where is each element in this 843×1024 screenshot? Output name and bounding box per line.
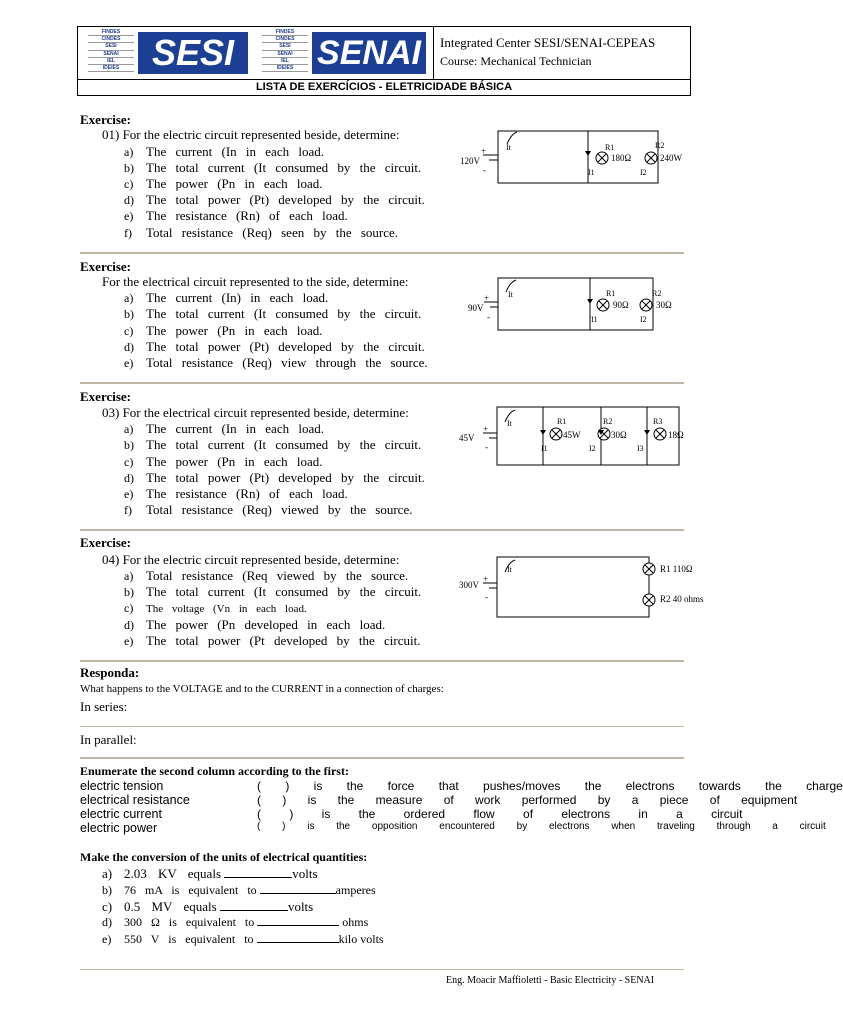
- item-text: The resistance (Rn) of each load.: [146, 208, 348, 223]
- conversion-unit: volts: [292, 866, 318, 881]
- conversion-unit: ohms: [342, 915, 369, 929]
- divider: [80, 969, 684, 970]
- item-letter: d): [124, 618, 134, 632]
- i2-label: I2: [640, 315, 647, 324]
- r3-value: 18Ω: [668, 430, 684, 440]
- answer-blank[interactable]: [224, 867, 292, 878]
- document-title: LISTA DE EXERCÍCIOS - ELETRICIDADE BÁSICA: [78, 79, 690, 95]
- list-entry: SENAI: [262, 51, 308, 58]
- item-letter: d): [124, 193, 134, 207]
- i1-label: I1: [588, 168, 595, 177]
- r2-label: R2: [603, 417, 613, 426]
- item-letter: b): [124, 307, 134, 321]
- r3-label: R3: [653, 417, 663, 426]
- divider: [80, 252, 684, 254]
- r2-label: R2 40 ohms: [660, 594, 704, 604]
- exercise-item: [124, 454, 323, 470]
- senai-logo: SENAI: [312, 32, 426, 74]
- exercise-item: [124, 339, 425, 355]
- exercise-item: [124, 355, 428, 371]
- exercise-item: [124, 144, 324, 160]
- exercise-item: [124, 470, 425, 486]
- exercise-item: [124, 601, 307, 616]
- divider: [80, 726, 684, 727]
- item-text: The current (In) in each load.: [146, 290, 329, 305]
- conversion-text: 300 Ω is equivalent to: [124, 915, 255, 929]
- exercise-2-question: For the electrical circuit represented to the side, determine:: [102, 274, 409, 289]
- item-letter: e): [124, 209, 134, 223]
- list-entry: SENAI: [88, 51, 134, 58]
- item-text: Total resistance (Req viewed by the source.: [146, 568, 409, 583]
- r2-value: 240W: [660, 153, 682, 163]
- i2-label: I2: [640, 168, 647, 177]
- r1-label: R1: [557, 417, 567, 426]
- item-text: The power (Pn in each load.: [146, 323, 323, 338]
- divider: [80, 382, 684, 384]
- list-entry: SESI: [262, 43, 308, 50]
- r1-value: 90Ω: [613, 300, 629, 310]
- answer-blank[interactable]: [220, 900, 288, 911]
- item-letter: f): [124, 226, 132, 240]
- total-current-label: It: [508, 290, 513, 299]
- header-info: [434, 27, 690, 79]
- item-text: Total resistance (Req) seen by the source.: [146, 225, 399, 240]
- institution-list-left: [88, 29, 134, 72]
- exercise-item: [124, 306, 421, 322]
- r2-label: R2: [652, 289, 662, 298]
- item-text: The total power (Pt developed by the circuit.: [146, 633, 421, 648]
- item-letter: e): [102, 932, 112, 946]
- enumerate-title: Enumerate the second column according to the first:: [80, 764, 349, 778]
- list-entry: IDEIES: [262, 65, 308, 72]
- source-voltage: 45V: [459, 433, 475, 443]
- r1-label: R1: [606, 289, 616, 298]
- r2-value: 30Ω: [611, 430, 627, 440]
- i3-label: I3: [637, 444, 644, 453]
- plus-sign: +: [483, 574, 489, 584]
- conversion-unit: amperes: [335, 883, 376, 897]
- item-text: The total power (Pt) developed by the circuit.: [146, 192, 425, 207]
- item-text: The voltage (Vn in each load.: [146, 603, 307, 615]
- item-text: The power (Pn in each load.: [146, 176, 323, 191]
- item-letter: c): [124, 177, 134, 191]
- item-letter: c): [124, 455, 134, 469]
- plus-sign: +: [481, 146, 487, 156]
- r1-value: 180Ω: [611, 153, 632, 163]
- conversion-unit: kilo volts: [338, 932, 384, 946]
- total-current-label: It: [507, 419, 512, 428]
- item-text: The total current (It consumed by the circuit.: [146, 160, 422, 175]
- item-letter: e): [124, 487, 134, 501]
- item-text: The total power (Pt) developed by the circuit.: [146, 339, 425, 354]
- conversion-title: Make the conversion of the units of electrical quantities:: [80, 850, 368, 864]
- item-letter: f): [124, 503, 132, 517]
- r1-label: R1 110Ω: [660, 564, 693, 574]
- exercise-item: [124, 568, 408, 584]
- exercise-item: [124, 633, 420, 649]
- conversion-item: [102, 899, 313, 915]
- sesi-logo: SESI: [138, 32, 248, 74]
- document-header: [77, 26, 691, 96]
- item-text: Total resistance (Req) view through the source.: [146, 355, 428, 370]
- exercise-item: [124, 208, 348, 224]
- circuit-1-diagram: [455, 120, 695, 200]
- exercise-item: [124, 617, 385, 633]
- i2-label: I2: [589, 444, 596, 453]
- responda-question: What happens to the VOLTAGE and to the CURRENT in a connection of charges:: [80, 683, 444, 695]
- exercise-2-title: Exercise:: [80, 259, 132, 274]
- series-label: In series:: [80, 699, 128, 714]
- exercise-4-question: 04) For the electric circuit represented beside, determine:: [102, 552, 400, 567]
- exercise-item: [124, 421, 324, 437]
- divider: [80, 757, 684, 759]
- plus-sign: +: [483, 424, 489, 434]
- conversion-text: 550 V is equivalent to: [124, 932, 254, 946]
- concept-item: electrical resistance: [80, 793, 190, 807]
- exercise-item: [124, 176, 323, 192]
- exercise-item: [124, 486, 348, 502]
- exercise-item: [124, 437, 421, 453]
- conversion-item: [102, 866, 318, 882]
- item-text: The power (Pn in each load.: [146, 454, 323, 469]
- exercise-item: [124, 225, 398, 241]
- list-entry: IDEIES: [88, 65, 134, 72]
- exercise-1-question: 01) For the electric circuit represented beside, determine:: [102, 127, 400, 142]
- conversion-text: 0.5 MV equals: [124, 899, 217, 914]
- i1-label: I1: [541, 444, 548, 453]
- r1-value: 45W: [563, 430, 581, 440]
- item-text: The total power (Pt) developed by the circuit.: [146, 470, 425, 485]
- item-text: The total current (It consumed by the circuit.: [146, 437, 422, 452]
- exercise-item: [124, 584, 421, 600]
- r1-label: R1: [605, 143, 615, 152]
- conversion-text: 76 mA is equivalent to: [124, 883, 257, 897]
- parallel-label: In parallel:: [80, 732, 137, 747]
- responda-title: Responda:: [80, 665, 140, 680]
- item-text: Total resistance (Req) viewed by the source.: [146, 502, 413, 517]
- item-letter: d): [102, 915, 112, 929]
- exercise-3-question: 03) For the electrical circuit represented beside, determine:: [102, 405, 409, 420]
- plus-sign: +: [484, 293, 490, 303]
- minus-sign: -: [485, 442, 488, 452]
- item-letter: c): [124, 601, 134, 615]
- circuit-4-diagram: [455, 550, 715, 625]
- item-text: The total current (It consumed by the circuit.: [146, 584, 422, 599]
- item-letter: b): [124, 585, 134, 599]
- source-voltage: 120V: [460, 156, 480, 166]
- conversion-unit: volts: [287, 899, 314, 914]
- item-letter: a): [124, 291, 134, 305]
- list-entry: FINDES: [262, 29, 308, 36]
- item-letter: e): [124, 634, 134, 648]
- circuit-2-diagram: [460, 270, 690, 345]
- answer-blank[interactable]: [257, 915, 339, 926]
- list-entry: IEL: [88, 58, 134, 65]
- item-letter: a): [124, 145, 134, 159]
- r2-value: 30Ω: [656, 300, 672, 310]
- r2-label: R2: [655, 141, 665, 150]
- concept-item: electric current: [80, 807, 162, 821]
- list-entry: CINDES: [262, 36, 308, 43]
- item-text: The resistance (Rn) of each load.: [146, 486, 348, 501]
- minus-sign: -: [485, 592, 488, 602]
- item-letter: a): [124, 569, 134, 583]
- item-letter: a): [124, 422, 134, 436]
- conversion-text: 2.03 KV equals: [124, 866, 222, 881]
- exercise-item: [124, 290, 328, 306]
- item-letter: b): [124, 161, 134, 175]
- list-entry: IEL: [262, 58, 308, 65]
- answer-blank[interactable]: [257, 932, 339, 943]
- item-text: The current (In in each load.: [146, 421, 324, 436]
- concept-item: electric power: [80, 821, 158, 835]
- footer-text: Eng. Moacir Maffioletti - Basic Electricity - SENAI: [446, 975, 655, 986]
- source-voltage: 300V: [459, 580, 479, 590]
- answer-blank[interactable]: [260, 883, 336, 894]
- item-letter: d): [124, 471, 134, 485]
- exercise-item: [124, 502, 412, 518]
- exercise-item: [124, 192, 425, 208]
- logos-area: [78, 27, 434, 79]
- definition-item: ( ) is the measure of work performed by a piece of equipment: [257, 793, 798, 807]
- total-current-label: It: [507, 565, 512, 574]
- item-text: The total current (It consumed by the circuit.: [146, 306, 422, 321]
- item-letter: b): [102, 883, 112, 897]
- divider: [80, 529, 684, 531]
- i1-label: I1: [591, 315, 598, 324]
- item-letter: e): [124, 356, 134, 370]
- definition-item: ( ) is the opposition encountered by electrons when traveling through a circuit: [257, 821, 826, 832]
- item-text: The power (Pn developed in each load.: [146, 617, 386, 632]
- circuit-3-diagram: [455, 400, 690, 475]
- exercise-4-title: Exercise:: [80, 535, 132, 550]
- list-entry: FINDES: [88, 29, 134, 36]
- divider: [80, 660, 684, 662]
- source-voltage: 90V: [468, 303, 484, 313]
- item-letter: c): [102, 899, 113, 914]
- item-letter: a): [102, 866, 113, 881]
- total-current-label: It: [506, 143, 511, 152]
- conversion-item: [102, 883, 376, 898]
- exercise-item: [124, 323, 323, 339]
- list-entry: SESI: [88, 43, 134, 50]
- exercise-3-title: Exercise:: [80, 389, 132, 404]
- item-letter: c): [124, 324, 134, 338]
- course-name: Course: Mechanical Technician: [440, 54, 592, 68]
- definition-item: ( ) is the ordered flow of electrons in a circuit: [257, 807, 743, 821]
- conversion-item: [102, 932, 384, 947]
- definition-item: ( ) is the force that pushes/moves the electrons towards the charge: [257, 779, 843, 793]
- center-name: Integrated Center SESI/SENAI-CEPEAS: [440, 35, 656, 50]
- minus-sign: -: [483, 165, 486, 175]
- concept-item: electric tension: [80, 779, 164, 793]
- minus-sign: -: [487, 312, 490, 322]
- exercise-1-title: Exercise:: [80, 112, 132, 127]
- item-letter: b): [124, 438, 134, 452]
- item-text: The current (In in each load.: [146, 144, 324, 159]
- list-entry: CINDES: [88, 36, 134, 43]
- exercise-item: [124, 160, 421, 176]
- item-letter: d): [124, 340, 134, 354]
- conversion-item: [102, 915, 368, 930]
- institution-list-right: [262, 29, 308, 72]
